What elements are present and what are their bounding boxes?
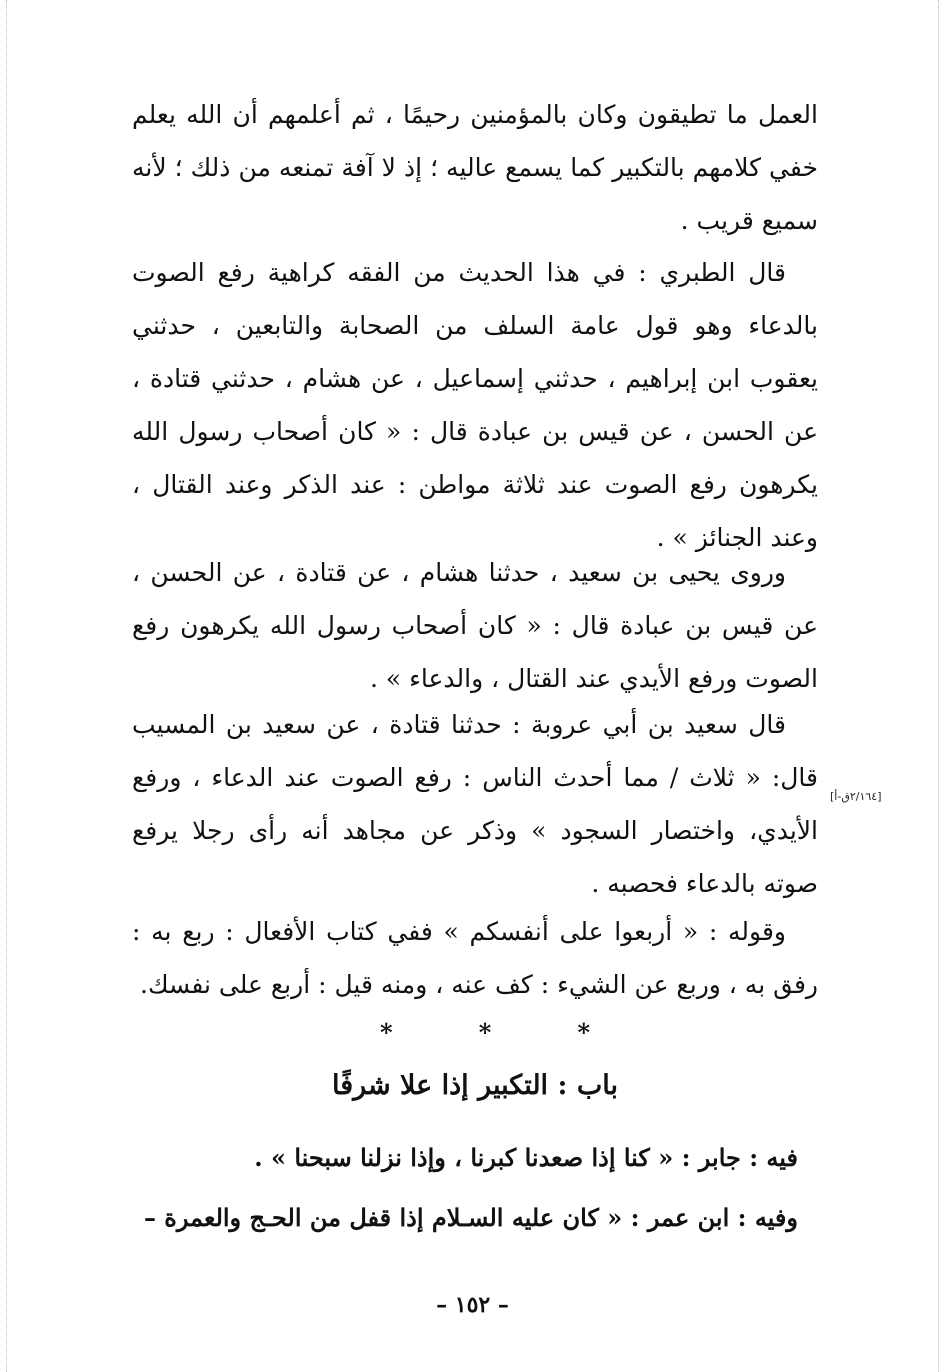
chapter-heading: باب : التكبير إذا علا شرفًا [331,1070,618,1101]
manuscript-folio-note: [٢/١٦٤ق-أ] [830,790,882,803]
paragraph-4: قال سعيد بن أبي عروبة : حدثنا قتادة ، عن سعيد بن المسيب قال: « ثلاث / مما أحدث الناس : رفع الصوت عند الدعاء ، ورفع الأيدي، واختصار السجود » وذكر عن مجاهد أنه رأى رجلا يرفع صوته بالدعاء فحصبه . [132,710,818,898]
paragraph-2: قال الطبري : في هذا الحديث من الفقه كراهية رفع الصوت بالدعاء وهو قول عامة السلف من الصحابة والتابعين ، حدثني يعقوب ابن إبراهيم ، حدثني إسماعيل ، عن هشام ، حدثني قتادة ، عن الحسن ، عن قيس بن عبادة قال : « كان أصحاب رسول الله يكرهون رفع الصوت عند ثلاثة مواطن : عند الذكر وعند القتال ، وعند الجنائز » . [132,258,818,552]
separator-star: * [380,1018,393,1047]
text-line-2: وفيه : ابن عمر : « كان عليه السـلام إذا قفل من الحـج والعمرة – [143,1203,798,1232]
text-line-1: فيه : جابر : « كنا إذا صعدنا كبرنا ، وإذا نزلنا سبحنا » . [254,1143,798,1172]
paragraph-1: العمل ما تطيقون وكان بالمؤمنين رحيمًا ، ثم أعلمهم أن الله يعلم خفي كلامهم بالتكبير كما يسمع عاليه ؛ إذ لا آفة تمنعه من ذلك ؛ لأنه سميع قريب . [132,100,818,235]
page-number: – ١٥٢ – [436,1292,509,1318]
separator-star: * [478,1018,492,1047]
scan-edge-line [938,0,939,1372]
scan-edge-line [6,0,7,1372]
paragraph-5: وقوله : « أربعوا على أنفسكم » ففي كتاب الأفعال : ربع به : رفق به ، وربع عن الشيء : كف عنه ، ومنه قيل : أربع على نفسك. [132,917,818,999]
paragraph-3: وروى يحيى بن سعيد ، حدثنا هشام ، عن قتادة ، عن الحسن ، عن قيس بن عبادة قال : « كان أصحاب رسول الله يكرهون رفع الصوت ورفع الأيدي عند القتال ، والدعاء » . [132,558,818,693]
separator-star: * [577,1018,590,1047]
section-separator [380,1018,590,1047]
